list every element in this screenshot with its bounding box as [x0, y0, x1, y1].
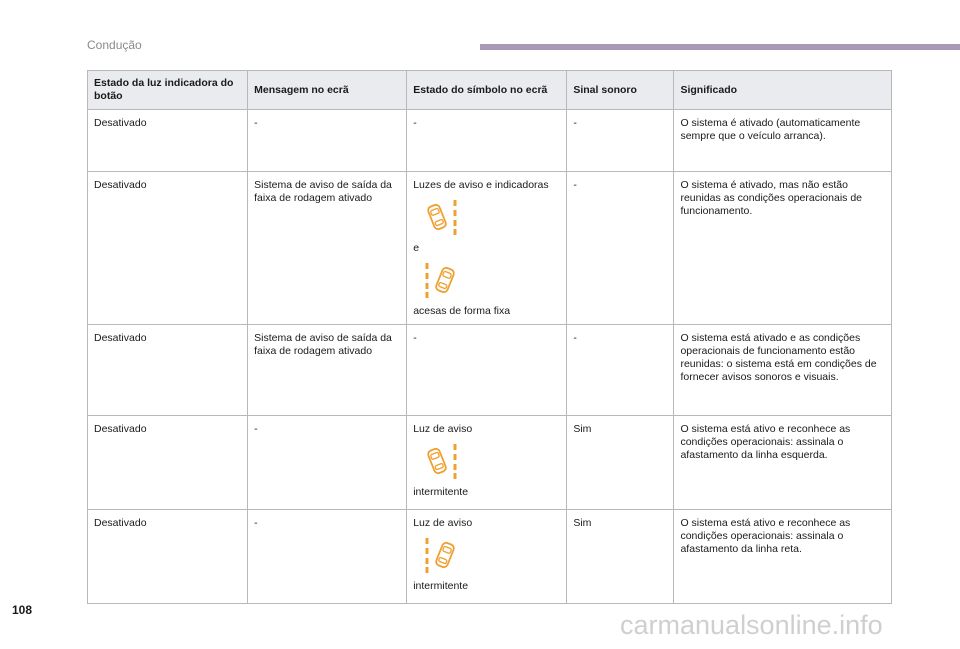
lane-line-dash — [426, 273, 429, 279]
column-header: Sinal sonoro — [567, 71, 674, 110]
lane-line-dash — [454, 444, 457, 450]
meaning-cell: O sistema está ativo e reconhece as condições operacionais: assinala o afastamento da linha reta. — [674, 510, 892, 604]
lane-line-dash — [426, 567, 429, 573]
message-cell: - — [248, 510, 407, 604]
lane-line-dash — [454, 464, 457, 470]
column-header: Significado — [674, 71, 892, 110]
symbol-tail: intermitente — [413, 486, 469, 498]
symbol-cell: - — [407, 110, 567, 172]
symbol-text: Luz de aviso — [413, 517, 473, 529]
light-state-cell: Desativado — [88, 110, 248, 172]
lane-line-dash — [426, 283, 429, 289]
light-state-cell: Desativado — [88, 510, 248, 604]
light-state-cell: Desativado — [88, 325, 248, 416]
column-header: Mensagem no ecrã — [248, 71, 407, 110]
lane-line-dash — [454, 454, 457, 460]
symbol-text: Luzes de aviso e indicadoras — [413, 179, 549, 191]
header-rule — [480, 44, 960, 50]
symbol-conjunction: e — [413, 242, 420, 254]
symbol-cell: - — [407, 325, 567, 416]
column-header: Estado da luz indicadora do botão — [88, 71, 248, 110]
sound-cell: Sim — [567, 510, 674, 604]
meaning-cell: O sistema está ativo e reconhece as condições operacionais: assinala o afastamento da linha esquerda. — [674, 416, 892, 510]
lane-line-dash — [426, 538, 429, 544]
lane-line-dash — [454, 229, 457, 235]
symbol-cell — [407, 510, 567, 604]
message-cell: Sistema de aviso de saída da faixa de rodagem ativado — [248, 325, 407, 416]
symbol-tail: intermitente — [413, 580, 469, 592]
page-number: 108 — [12, 603, 33, 617]
message-cell: - — [248, 110, 407, 172]
meaning-cell: O sistema é ativado (automaticamente sempre que o veículo arranca). — [674, 110, 892, 172]
car-shape — [427, 204, 447, 231]
message-cell: Sistema de aviso de saída da faixa de rodagem ativado — [248, 172, 407, 325]
lane-departure-right-icon — [419, 442, 463, 480]
lane-line-dash — [454, 200, 457, 206]
car-shape — [435, 267, 455, 294]
sound-cell: - — [567, 172, 674, 325]
symbol-text: Luz de aviso — [413, 423, 473, 435]
lane-departure-left-icon — [419, 261, 463, 299]
sound-cell: - — [567, 325, 674, 416]
status-table — [87, 70, 892, 604]
watermark: carmanualsonline.info — [620, 610, 883, 640]
lane-line-dash — [426, 548, 429, 554]
sound-cell: - — [567, 110, 674, 172]
lane-departure-left-icon — [419, 536, 463, 574]
lane-line-dash — [454, 210, 457, 216]
car-shape — [435, 542, 455, 569]
table-row — [88, 110, 892, 172]
table-header-row — [88, 71, 892, 110]
table-row — [88, 172, 892, 325]
symbol-cell — [407, 172, 567, 325]
symbol-tail: acesas de forma fixa — [413, 305, 511, 317]
car-shape — [427, 448, 447, 475]
lane-line-dash — [426, 292, 429, 298]
section-title: Condução — [87, 38, 142, 52]
meaning-cell: O sistema é ativado, mas não estão reunidas as condições operacionais de funcionamento. — [674, 172, 892, 325]
light-state-cell: Desativado — [88, 416, 248, 510]
lane-line-dash — [454, 473, 457, 479]
sound-cell: Sim — [567, 416, 674, 510]
table-row — [88, 325, 892, 416]
light-state-cell: Desativado — [88, 172, 248, 325]
table-row — [88, 510, 892, 604]
meaning-cell: O sistema está ativado e as condições operacionais de funcionamento estão reunidas: o sistema está em condições de fornecer avisos sonoros e visuais. — [674, 325, 892, 416]
lane-departure-right-icon — [419, 198, 463, 236]
lane-line-dash — [426, 263, 429, 269]
lane-line-dash — [454, 220, 457, 226]
column-header: Estado do símbolo no ecrã — [407, 71, 567, 110]
table-row — [88, 416, 892, 510]
symbol-cell — [407, 416, 567, 510]
lane-line-dash — [426, 558, 429, 564]
message-cell: - — [248, 416, 407, 510]
